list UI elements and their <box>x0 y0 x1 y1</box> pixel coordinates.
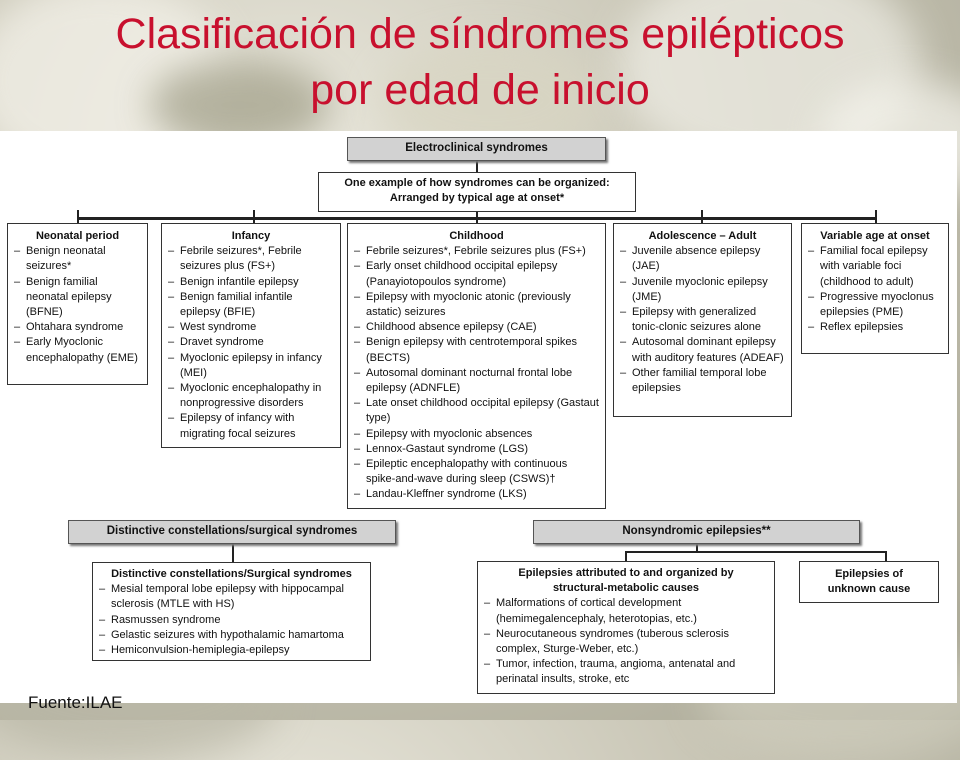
list-item: – Epilepsy of infancy with migrating focal seizures <box>168 411 334 441</box>
list-item: – Childhood absence epilepsy (CAE) <box>354 320 599 335</box>
connector-adolescence <box>701 210 703 223</box>
connector-distinctive <box>232 543 234 562</box>
title-line-1: Clasificación de síndromes epilépticos <box>115 10 845 58</box>
list-item: – Epilepsy with myoclonic atonic (previously astatic) seizures <box>354 290 599 320</box>
box-title-line-1: Epilepsies attributed to and organized by <box>518 567 734 579</box>
column-title: Neonatal period <box>35 230 120 242</box>
list-item: – Reflex epilepsies <box>808 320 942 335</box>
column-childhood <box>347 223 606 509</box>
list-item: – Gelastic seizures with hypothalamic hamartoma <box>99 628 364 643</box>
list-item: – Epileptic encephalopathy with continuous spike-and-wave during sleep (CSWS)† <box>354 457 599 487</box>
list-item: – Late onset childhood occipital epilepsy (Gastaut type) <box>354 396 599 426</box>
column-neonatal <box>7 223 148 385</box>
box-title-line-2: structural-metabolic causes <box>552 582 700 595</box>
list-item: – Ohtahara syndrome <box>14 320 141 335</box>
list-item: – Benign infantile epilepsy <box>168 275 334 290</box>
list-item: – Mesial temporal lobe epilepsy with hippocampal sclerosis (MTLE with HS) <box>99 582 364 612</box>
distinctive-header: Distinctive constellations/surgical syndromes <box>68 520 396 544</box>
list-item: – Malformations of cortical development (hemimegalencephaly, heterotopias, etc.) <box>484 596 768 626</box>
list-item: – Early onset childhood occipital epilepsy (Panayiotopoulos syndrome) <box>354 259 599 289</box>
nonsyndromic-header: Nonsyndromic epilepsies** <box>533 520 860 544</box>
source-caption: Fuente:ILAE <box>28 693 123 712</box>
list-item: – Benign familial infantile epilepsy (BFIE) <box>168 290 334 320</box>
column-title: Childhood <box>449 230 504 242</box>
connector-nonsyndromic-h <box>625 551 887 553</box>
connector-top-vertical <box>476 160 478 172</box>
list-item: – Myoclonic epilepsy in infancy (MEI) <box>168 351 334 381</box>
list-item: – Early Myoclonic encephalopathy (EME) <box>14 335 141 365</box>
list-item: – Rasmussen syndrome <box>99 613 364 628</box>
list-item: – Hemiconvulsion-hemiplegia-epilepsy <box>99 643 364 658</box>
list-item: – Dravet syndrome <box>168 335 334 350</box>
electroclinical-header: Electroclinical syndromes <box>347 137 606 161</box>
list-item: – Febrile seizures*, Febrile seizures plus (FS+) <box>168 244 334 274</box>
list-item: – Progressive myoclonus epilepsies (PME) <box>808 290 942 320</box>
box-title: Distinctive constellations/Surgical syndromes <box>111 568 352 580</box>
column-title: Infancy <box>231 230 271 242</box>
list-item: – Benign neonatal seizures* <box>14 244 141 274</box>
list-item: – Epilepsy with myoclonic absences <box>354 427 599 442</box>
distinctive-box <box>92 562 371 661</box>
list-item: – Febrile seizures*, Febrile seizures plus (FS+) <box>354 244 599 259</box>
structural-metabolic-box <box>477 561 775 694</box>
organizer-box: One example of how syndromes can be organized: Arranged by typical age at onset* <box>318 172 636 212</box>
list-item: – West syndrome <box>168 320 334 335</box>
list-item: – Neurocutaneous syndromes (tuberous sclerosis complex, Sturge-Weber, etc.) <box>484 627 768 657</box>
connector-structural <box>625 551 627 561</box>
list-item: – Myoclonic encephalopathy in nonprogressive disorders <box>168 381 334 411</box>
list-item: – Juvenile absence epilepsy (JAE) <box>620 244 785 274</box>
connector-infancy <box>253 210 255 223</box>
column-infancy <box>161 223 341 448</box>
title-line-2: por edad de inicio <box>310 66 650 114</box>
column-variable-age <box>801 223 949 354</box>
list-item: – Landau-Kleffner syndrome (LKS) <box>354 487 599 502</box>
connector-neonatal <box>77 210 79 223</box>
list-item: – Tumor, infection, trauma, angioma, antenatal and perinatal insults, stroke, etc <box>484 657 768 687</box>
list-item: – Benign familial neonatal epilepsy (BFNE) <box>14 275 141 321</box>
list-item: – Juvenile myoclonic epilepsy (JME) <box>620 275 785 305</box>
list-item: – Autosomal dominant nocturnal frontal lobe epilepsy (ADNFLE) <box>354 366 599 396</box>
column-title: Adolescence – Adult <box>648 230 757 242</box>
unknown-cause-box: Epilepsies of unknown cause <box>799 561 939 603</box>
list-item: – Other familial temporal lobe epilepsies <box>620 366 785 396</box>
list-item: – Autosomal dominant epilepsy with auditory features (ADEAF) <box>620 335 785 365</box>
column-title: Variable age at onset <box>820 230 930 242</box>
list-item: – Epilepsy with generalized tonic-clonic seizures alone <box>620 305 785 335</box>
slide-title <box>0 6 960 118</box>
list-item: – Benign epilepsy with centrotemporal spikes (BECTS) <box>354 335 599 365</box>
list-item: – Lennox-Gastaut syndrome (LGS) <box>354 442 599 457</box>
column-adolescence-adult <box>613 223 792 417</box>
connector-variable <box>875 210 877 223</box>
list-item: – Familial focal epilepsy with variable foci (childhood to adult) <box>808 244 942 290</box>
connector-unknown <box>885 551 887 561</box>
